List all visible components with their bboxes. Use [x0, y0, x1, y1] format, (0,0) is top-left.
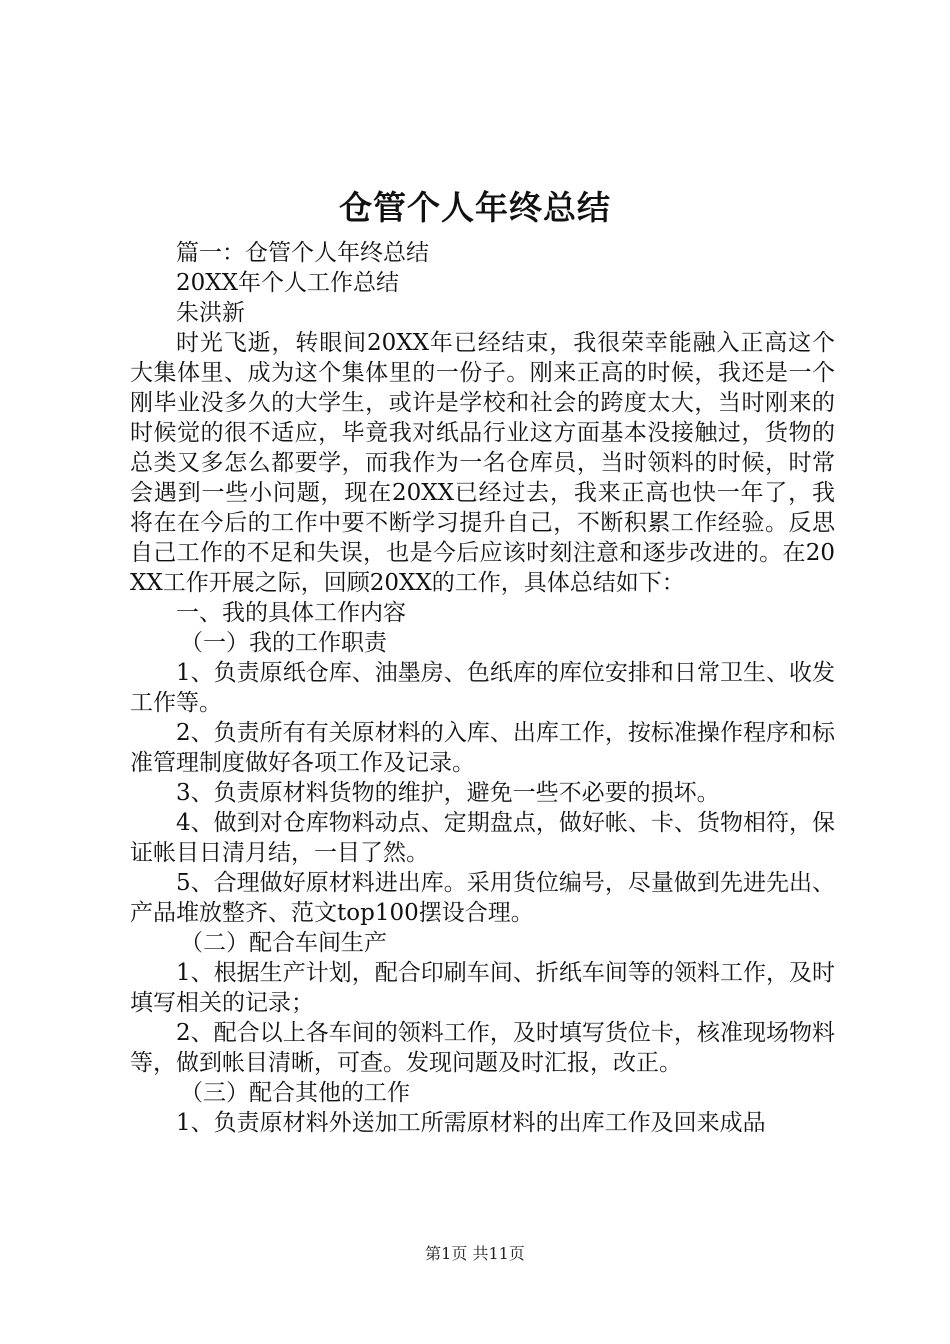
- paragraph-item: 1、负责原纸仓库、油墨房、色纸库的库位安排和日常卫生、收发工作等。: [130, 660, 835, 716]
- paragraph-subheading-2: （二）配合车间生产: [180, 930, 387, 956]
- paragraph-subheading-1: （一）我的工作职责: [180, 630, 387, 656]
- document-body: [130, 238, 835, 1138]
- paragraph-author: 朱洪新: [176, 300, 245, 326]
- paragraph-item: 2、负责所有有关原材料的入库、出库工作，按标准操作程序和标准管理制度做好各项工作及记录。: [130, 720, 835, 776]
- paragraph-item: 4、做到对仓库物料动点、定期盘点，做好帐、卡、货物相符，保证帐目日清月结，一目了然。: [130, 810, 835, 866]
- paragraph-item: 1、负责原材料外送加工所需原材料的出库工作及回来成品: [176, 1110, 766, 1136]
- document-title: 仓管个人年终总结: [339, 188, 611, 227]
- paragraph-item: 5、合理做好原材料进出库。采用货位编号，尽量做到先进先出、产品堆放整齐、范文top100摆设合理。: [130, 870, 835, 926]
- paragraph-year-title: 20XX年个人工作总结: [176, 270, 400, 296]
- paragraph-intro: 时光飞逝，转眼间20XX年已经结束，我很荣幸能融入正高这个大集体里、成为这个集体里的一份子。刚来正高的时候，我还是一个刚毕业没多久的大学生，或许是学校和社会的跨度太大，当时刚来的时候觉的很不适应，毕竟我对纸品行业这方面基本没接触过，货物的总类又多怎么都要学，而我作为一名仓库员，当时领料的时候，时常会遇到一些小问题，现在20XX已经过去，我来正高也快一年了，我将在在今后的工作中要不断学习提升自己，不断积累工作经验。反思自己工作的不足和失误，也是今后应该时刻注意和逐步改进的。在20XX工作开展之际，回顾20XX的工作，具体总结如下：: [130, 330, 835, 596]
- paragraph-subheading-3: （三）配合其他的工作: [180, 1080, 410, 1106]
- paragraph-item: 2、配合以上各车间的领料工作，及时填写货位卡，核准现场物料等，做到帐目清晰，可查。发现问题及时汇报，改正。: [130, 1020, 835, 1076]
- paragraph-item: 1、根据生产计划，配合印刷车间、折纸车间等的领料工作，及时填写相关的记录；: [130, 960, 835, 1016]
- paragraph-heading-1: 一、我的具体工作内容: [176, 600, 406, 626]
- paragraph-item: 3、负责原材料货物的维护，避免一些不必要的损坏。: [176, 780, 720, 806]
- page-footer: 第1页 共11页: [425, 1244, 525, 1263]
- paragraph-section-heading: 篇一：仓管个人年终总结: [176, 240, 429, 266]
